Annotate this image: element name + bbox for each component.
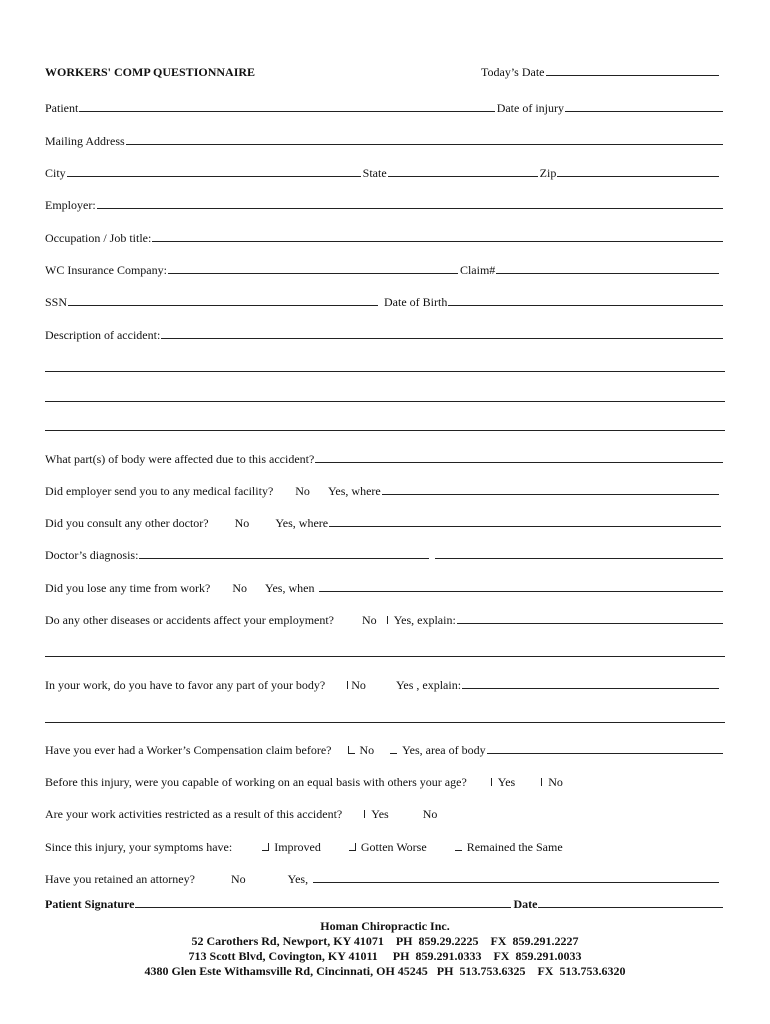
symptoms-question: Since this injury, your symptoms have: xyxy=(45,840,233,854)
diagnosis-field-2[interactable] xyxy=(435,547,723,559)
capable-equal-no-checkbox[interactable] xyxy=(541,778,542,786)
claim-label: Claim# xyxy=(459,263,496,277)
zip-label: Zip xyxy=(539,166,557,180)
description-field[interactable] xyxy=(161,327,723,339)
todays-date-field[interactable] xyxy=(546,64,719,76)
city-label: City xyxy=(45,166,66,180)
attorney-yes[interactable]: Yes, xyxy=(287,872,309,886)
employer-field[interactable] xyxy=(97,197,723,209)
gotten-worse-option[interactable]: Gotten Worse xyxy=(360,840,427,854)
consult-doctor-no[interactable]: No xyxy=(234,516,250,530)
occupation-row xyxy=(45,230,725,246)
attorney-question: Have you retained an attorney? xyxy=(45,872,195,886)
clinic-location-2: 713 Scott Blvd, Covington, KY 41011 PH 859.291.0333 FX 859.291.0033 xyxy=(188,949,582,963)
employer-medical-field[interactable] xyxy=(382,483,719,495)
attorney-row xyxy=(45,871,725,887)
lose-time-yes-when[interactable]: Yes, when xyxy=(264,581,315,595)
description-line-4[interactable] xyxy=(45,430,725,431)
claim-field[interactable] xyxy=(496,262,719,274)
wc-insurance-field[interactable] xyxy=(168,262,458,274)
signature-date-label: Date xyxy=(513,897,538,911)
ssn-field[interactable] xyxy=(68,294,378,306)
other-diseases-field[interactable] xyxy=(457,612,723,624)
employer-medical-question: Did employer send you to any medical facility? xyxy=(45,484,274,498)
other-diseases-line-2[interactable] xyxy=(45,656,725,657)
improved-option[interactable]: Improved xyxy=(274,840,321,854)
favor-body-line-2[interactable] xyxy=(45,722,725,723)
diagnosis-field-1[interactable] xyxy=(139,547,429,559)
restricted-yes-checkbox[interactable] xyxy=(364,810,365,818)
capable-equal-no[interactable]: No xyxy=(548,775,563,789)
date-of-injury-label: Date of injury xyxy=(496,101,564,115)
other-diseases-yes-explain[interactable]: Yes, explain: xyxy=(393,613,456,627)
description-label: Description of accident: xyxy=(45,328,161,342)
date-of-injury-field[interactable] xyxy=(565,100,723,112)
other-diseases-row xyxy=(45,612,725,628)
ssn-label: SSN xyxy=(45,295,68,309)
body-parts-row xyxy=(45,451,725,467)
city-field[interactable] xyxy=(67,165,361,177)
capable-equal-row xyxy=(45,774,725,790)
insurance-row xyxy=(45,262,725,278)
body-parts-question: What part(s) of body were affected due to this accident? xyxy=(45,452,315,466)
date-of-birth-label: Date of Birth xyxy=(384,295,448,309)
favor-body-question: In your work, do you have to favor any part of your body? xyxy=(45,678,326,692)
employer-label: Employer: xyxy=(45,198,96,212)
favor-body-no[interactable]: No xyxy=(351,678,366,692)
patient-field[interactable] xyxy=(79,100,494,112)
state-field[interactable] xyxy=(388,165,538,177)
favor-body-row xyxy=(45,677,725,693)
description-line-2[interactable] xyxy=(45,371,725,372)
other-diseases-checkbox[interactable] xyxy=(387,616,388,624)
improved-checkbox[interactable] xyxy=(262,843,269,851)
zip-field[interactable] xyxy=(557,165,719,177)
patient-signature-field[interactable] xyxy=(135,896,511,908)
occupation-label: Occupation / Job title: xyxy=(45,231,152,245)
symptoms-row xyxy=(45,839,725,855)
employer-medical-yes-where[interactable]: Yes, where xyxy=(327,484,381,498)
capable-equal-question: Before this injury, were you capable of working on an equal basis with others your age? xyxy=(45,775,467,789)
restricted-no[interactable]: No xyxy=(422,807,438,821)
clinic-location-3: 4380 Glen Este Withamsville Rd, Cincinnati, OH 45245 PH 513.753.6325 FX 513.753.6320 xyxy=(144,964,626,978)
remained-same-checkbox[interactable] xyxy=(455,843,462,851)
city-state-zip-row xyxy=(45,165,725,181)
todays-date-label: Today’s Date xyxy=(481,65,545,79)
wc-insurance-label: WC Insurance Company: xyxy=(45,263,167,277)
ssn-dob-row xyxy=(45,294,725,310)
favor-body-yes-explain[interactable]: Yes , explain: xyxy=(395,678,462,692)
other-diseases-no[interactable]: No xyxy=(362,613,377,627)
body-parts-field[interactable] xyxy=(315,451,723,463)
mailing-address-row xyxy=(45,133,725,149)
mailing-address-label: Mailing Address xyxy=(45,134,125,148)
lose-time-field[interactable] xyxy=(319,580,723,592)
wc-claim-no[interactable]: No xyxy=(359,743,375,757)
clinic-location-1: 52 Carothers Rd, Newport, KY 41071 PH 859.29.2225 FX 859.291.2227 xyxy=(191,934,579,948)
consult-doctor-yes-where[interactable]: Yes, where xyxy=(275,516,329,530)
remained-same-option[interactable]: Remained the Same xyxy=(466,840,563,854)
form-header xyxy=(45,64,725,80)
attorney-field[interactable] xyxy=(313,871,719,883)
restricted-question: Are your work activities restricted as a result of this accident? xyxy=(45,807,343,821)
lose-time-no[interactable]: No xyxy=(232,581,247,595)
patient-label: Patient xyxy=(45,101,79,115)
signature-date-field[interactable] xyxy=(538,896,723,908)
patient-signature-label: Patient Signature xyxy=(45,897,135,911)
wc-claim-row xyxy=(45,742,725,758)
occupation-field[interactable] xyxy=(152,230,723,242)
description-row xyxy=(45,327,725,343)
employer-medical-row xyxy=(45,483,725,499)
form-title: WORKERS' COMP QUESTIONNAIRE xyxy=(45,65,256,79)
patient-row xyxy=(45,100,725,116)
diagnosis-row xyxy=(45,547,725,563)
consult-doctor-field[interactable] xyxy=(329,515,721,527)
employer-medical-no[interactable]: No xyxy=(295,484,310,498)
employer-row xyxy=(45,197,725,213)
favor-body-field[interactable] xyxy=(462,677,719,689)
restricted-yes[interactable]: Yes xyxy=(371,807,389,821)
consult-doctor-row xyxy=(45,515,725,531)
consult-doctor-question: Did you consult any other doctor? xyxy=(45,516,209,530)
state-label: State xyxy=(362,166,387,180)
description-line-3[interactable] xyxy=(45,401,725,402)
date-of-birth-field[interactable] xyxy=(448,294,723,306)
gotten-worse-checkbox[interactable] xyxy=(349,843,356,851)
diagnosis-label: Doctor’s diagnosis: xyxy=(45,548,139,562)
other-diseases-question: Do any other diseases or accidents affect your employment? xyxy=(45,613,335,627)
mailing-address-field[interactable] xyxy=(126,133,723,145)
favor-body-checkbox[interactable] xyxy=(347,681,348,689)
capable-equal-yes[interactable]: Yes xyxy=(497,775,516,789)
wc-claim-question: Have you ever had a Worker’s Compensation claim before? xyxy=(45,743,332,757)
wc-claim-field[interactable] xyxy=(487,742,723,754)
signature-row xyxy=(45,896,725,912)
wc-claim-yes-checkbox[interactable] xyxy=(390,746,397,754)
wc-claim-yes-area[interactable]: Yes, area of body xyxy=(402,743,486,757)
lose-time-question: Did you lose any time from work? xyxy=(45,581,211,595)
attorney-no[interactable]: No xyxy=(230,872,246,886)
lose-time-row xyxy=(45,580,725,596)
wc-claim-no-checkbox[interactable] xyxy=(348,746,355,754)
clinic-name: Homan Chiropractic Inc. xyxy=(320,919,450,933)
capable-equal-yes-checkbox[interactable] xyxy=(491,778,492,786)
restricted-row xyxy=(45,806,725,822)
